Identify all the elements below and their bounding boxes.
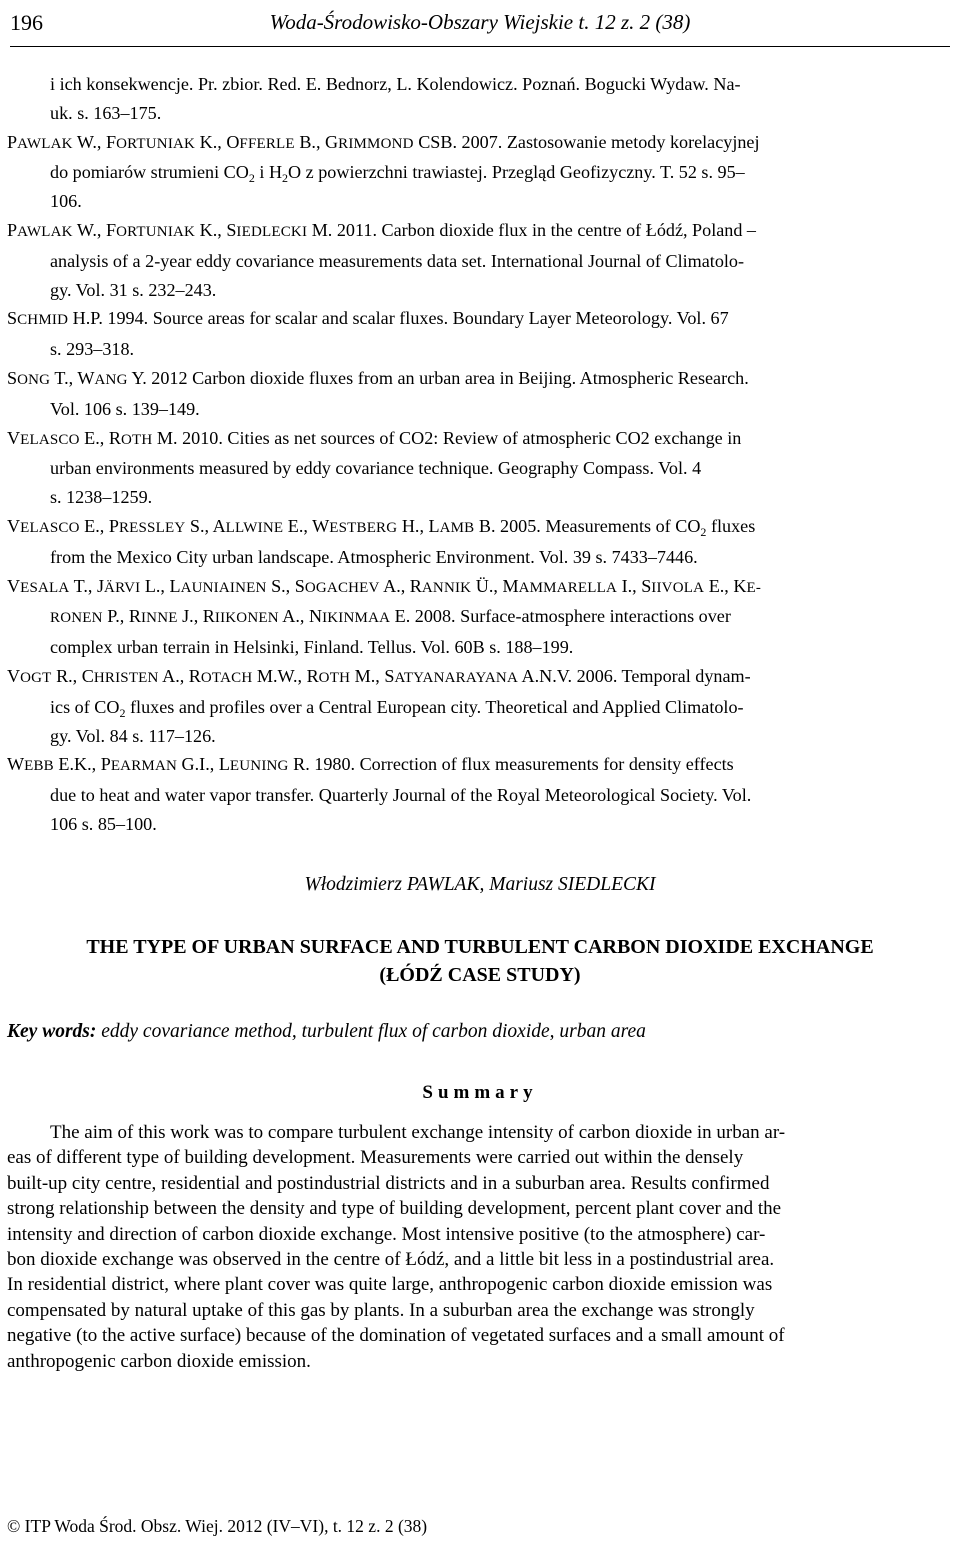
- summary-paragraph: [7, 1120, 953, 1374]
- reference-line: RONEN P., RINNE J., RIIKONEN A., NIKINMAA E. 2008. Surface-atmosphere interactions over: [50, 606, 731, 627]
- reference-line: VOGT R., CHRISTEN A., ROTACH M.W., ROTH M., SATYANARAYANA A.N.V. 2006. Temporal dynam-: [7, 665, 751, 686]
- reference-line: urban environments measured by eddy covariance technique. Geography Compass. Vol. 4: [50, 458, 702, 479]
- reference-item: [0, 304, 960, 364]
- reference-item: [0, 216, 960, 304]
- reference-line: Vol. 106 s. 139–149.: [50, 398, 200, 419]
- reference-item: [0, 572, 960, 662]
- reference-line: WEBB E.K., PEARMAN G.I., LEUNING R. 1980. Correction of flux measurements for density effects: [7, 754, 734, 775]
- summary-line: intensity and direction of carbon dioxide exchange. Most intensive positive (to the atmosphere) car-: [7, 1223, 766, 1245]
- reference-line: PAWLAK W., FORTUNIAK K., SIEDLECKI M. 2011. Carbon dioxide flux in the centre of Łódź, Poland –: [7, 219, 756, 240]
- reference-line: SONG T., WANG Y. 2012 Carbon dioxide fluxes from an urban area in Beijing. Atmospheric Research.: [7, 367, 749, 388]
- page-header: [10, 6, 950, 47]
- reference-item: [0, 512, 960, 572]
- reference-line: VESALA T., JÄRVI L., LAUNIAINEN S., SOGACHEV A., RANNIK Ü., MAMMARELLA I., SIIVOLA E., KE-: [7, 575, 762, 596]
- reference-line: SCHMID H.P. 1994. Source areas for scalar and scalar fluxes. Boundary Layer Meteorology. Vol. 67: [7, 308, 729, 329]
- copyright-footer: © ITP Woda Środ. Obsz. Wiej. 2012 (IV–VI), t. 12 z. 2 (38): [7, 1516, 428, 1536]
- reference-item: [0, 662, 960, 750]
- reference-line: gy. Vol. 31 s. 232–243.: [50, 279, 217, 300]
- summary-line: bon dioxide exchange was observed in the centre of Łódź, and a little bit less in a postindustrial area.: [7, 1249, 775, 1271]
- reference-line: PAWLAK W., FORTUNIAK K., OFFERLE B., GRIMMOND CSB. 2007. Zastosowanie metody korelacyjnej: [7, 131, 760, 152]
- keywords: [7, 1021, 646, 1043]
- summary-line: eas of different type of building development. Measurements were carried out within the densely: [7, 1147, 744, 1169]
- journal-title: Woda-Środowisko-Obszary Wiejskie t. 12 z. 2 (38): [269, 10, 691, 34]
- article-authors: Włodzimierz PAWLAK, Mariusz SIEDLECKI: [304, 874, 656, 895]
- reference-item: [0, 424, 960, 512]
- reference-line: due to heat and water vapor transfer. Quarterly Journal of the Royal Meteorological Society. Vol.: [50, 785, 752, 806]
- reference-line: i ich konsekwencje. Pr. zbior. Red. E. Bednorz, L. Kolendowicz. Poznań. Bogucki Wydaw. Na-: [50, 74, 741, 94]
- reference-item: [0, 128, 960, 216]
- summary-line: built-up city centre, residential and postindustrial districts and in a suburban area. Results confirmed: [7, 1172, 770, 1194]
- reference-line: do pomiarów strumieni $CO_2$ i $H_2O$ z powierzchni trawiastej. Przegląd Geofizyczny. T. 52 s. 95–: [50, 162, 745, 186]
- summary-line: strong relationship between the density and type of building development, percent plant cover and the: [7, 1198, 782, 1220]
- reference-line: 106 s. 85–100.: [50, 813, 157, 834]
- summary-line: anthropogenic carbon dioxide emission.: [7, 1350, 311, 1372]
- article-title: [0, 933, 960, 989]
- reference-item: [0, 70, 960, 128]
- reference-line: VELASCO E., PRESSLEY S., ALLWINE E., WESTBERG H., LAMB B. 2005. Measurements of $CO_2$ fluxes: [7, 515, 756, 539]
- summary-line: The aim of this work was to compare turbulent exchange intensity of carbon dioxide in urban ar-: [50, 1122, 786, 1143]
- summary-heading: Summary: [422, 1082, 538, 1103]
- summary-line: negative (to the active surface) because of the domination of vegetated surfaces and a small amount of: [7, 1325, 785, 1347]
- reference-line: complex urban terrain in Helsinki, Finland. Tellus. Vol. 60B s. 188–199.: [50, 637, 574, 658]
- reference-line: ics of $CO_2$ fluxes and profiles over a Central European city. Theoretical and Applied Climatolo-: [50, 696, 744, 720]
- reference-list: [0, 70, 960, 839]
- summary-line: compensated by natural uptake of this gas by plants. In a suburban area the exchange was strongly: [7, 1299, 755, 1321]
- reference-line: s. 293–318.: [50, 339, 135, 360]
- page-number: 196: [10, 10, 43, 35]
- article-title-line: THE TYPE OF URBAN SURFACE AND TURBULENT CARBON DIOXIDE EXCHANGE: [86, 936, 874, 958]
- article-title-line: (ŁÓDŹ CASE STUDY): [379, 964, 581, 986]
- keywords-text: eddy covariance method, turbulent flux of carbon dioxide, urban area: [96, 1021, 646, 1042]
- reference-item: [0, 364, 960, 424]
- reference-item: [0, 750, 960, 838]
- reference-line: 106.: [50, 191, 82, 212]
- summary-line: In residential district, where plant cover was quite large, anthropogenic carbon dioxide emission was: [7, 1274, 773, 1296]
- reference-line: uk. s. 163–175.: [50, 102, 162, 123]
- reference-line: analysis of a 2-year eddy covariance measurements data set. International Journal of Climatolo-: [50, 250, 745, 271]
- reference-line: VELASCO E., ROTH M. 2010. Cities as net sources of CO2: Review of atmospheric CO2 exchange in: [7, 427, 742, 448]
- reference-line: s. 1238–1259.: [50, 487, 153, 508]
- keywords-label: Key words:: [7, 1021, 97, 1042]
- reference-line: from the Mexico City urban landscape. Atmospheric Environment. Vol. 39 s. 7433–7446.: [50, 546, 698, 567]
- reference-line: gy. Vol. 84 s. 117–126.: [50, 725, 216, 746]
